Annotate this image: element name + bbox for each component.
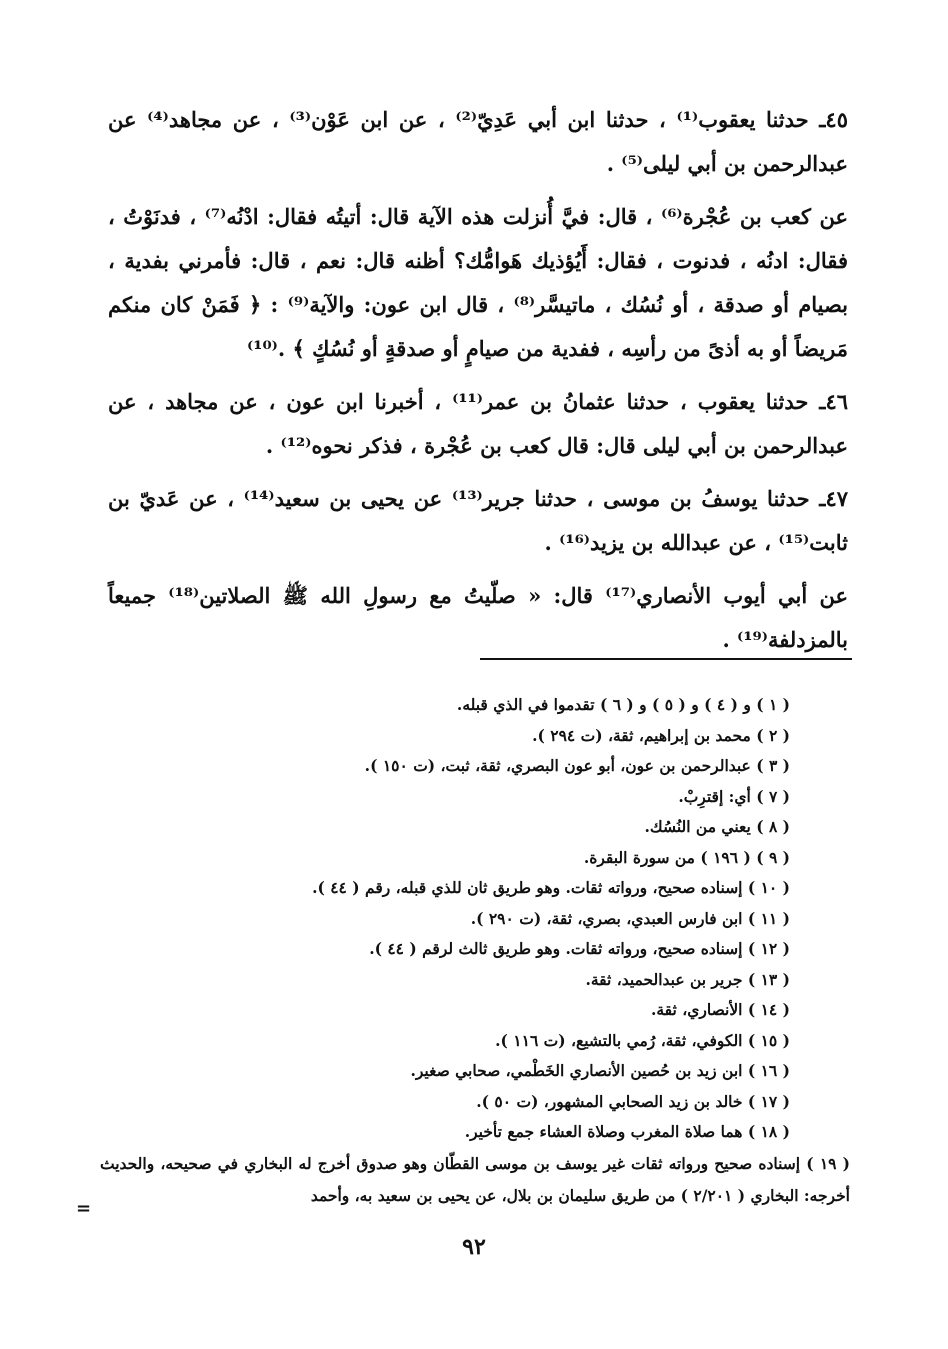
footnote: ( ١١ ) ابن فارس العبدي، بصري، ثقة، (ت ٢٩٠ ).	[470, 908, 790, 928]
main-text	[108, 98, 848, 671]
hadith-47: ٤٧ـ حدثنا يوسفُ بن موسى ، حدثنا جرير⁽¹³⁾ عن يحيى بن سعيد⁽¹⁴⁾ ، عن عَديّ بن ثابت⁽¹⁵⁾ ، عن عبدالله بن يزيد⁽¹⁶⁾ .	[108, 486, 848, 555]
footnote: ( ١٣ ) جرير بن عبدالحميد، ثقة.	[585, 969, 790, 989]
hadith-46: ٤٦ـ حدثنا يعقوب ، حدثنا عثمانُ بن عمر⁽¹¹⁾ ، أخبرنا ابن عون ، عن مجاهد ، عن عبدالرحمن بن أبي ليلى قال: قال كعب بن عُجْرة ، فذكر نحوه⁽¹²⁾ .	[108, 389, 848, 458]
footnote: ( ٩ ) ( ١٩٦ ) من سورة البقرة.	[583, 847, 790, 867]
footnote: ( ١٨ ) هما صلاة المغرب وصلاة العشاء جمع تأخير.	[464, 1122, 790, 1141]
hadith-47-matn: عن أبي أيوب الأنصاري⁽¹⁷⁾ قال: « صلّيتُ مع رسولِ الله ﷺ الصلاتين⁽¹⁸⁾ جميعاً بالمزدلفة⁽¹⁹⁾ .	[108, 583, 848, 652]
footnote: ( ١٤ ) الأنصاري، ثقة.	[650, 1000, 790, 1019]
footnote: ( ١٧ ) خالد بن زيد الصحابي المشهور، (ت ٥٠ ).	[476, 1091, 790, 1111]
continuation-mark: =	[76, 1198, 92, 1219]
hadith-45: ٤٥ـ حدثنا يعقوب⁽¹⁾ ، حدثنا ابن أبي عَدِيّ⁽²⁾ ، عن ابن عَوْن⁽³⁾ ، عن مجاهد⁽⁴⁾ عن عبدالرحمن بن أبي ليلى⁽⁵⁾ .	[108, 107, 848, 176]
footnote: ( ١٥ ) الكوفي، ثقة، رُمي بالتشيع، (ت ١١٦ ).	[495, 1030, 790, 1050]
footnote: ( ١٢ ) إسناده صحيح، ورواته ثقات. وهو طريق ثالث لرقم ( ٤٤ ).	[369, 939, 790, 958]
footnote: ( ٣ ) عبدالرحمن بن عون، أبو عون البصري، ثقة، ثبت، (ت ١٥٠ ).	[364, 756, 790, 775]
footnotes	[100, 690, 850, 1212]
footnote: ( ١ ) و ( ٤ ) و ( ٥ ) و ( ٦ ) تقدموا في الذي قبله.	[456, 695, 790, 714]
footnote: ( ١٦ ) ابن زيد بن حُصين الأنصاري الخَطْمي، صحابي صغير.	[410, 1061, 790, 1080]
hadith-45-matn: عن كعب بن عُجْرة⁽⁶⁾ ، قال: فيَّ أُنزلت هذه الآية قال: أتيتُه فقال: ادْنُه⁽⁷⁾ ، فدنَوْتُ ، فقال: ادنُه ، فدنوت ، فقال: أَيُؤذيك هَوامُّك؟ أظنه قال: نعم ، قال: فأمرني بفدية ، بصيام أو صدقة ، أو نُسُك ، ماتيسَّر⁽⁸⁾ ، قال ابن عون: والآية⁽⁹⁾ : ﴿ فَمَنْ كان منكم مَريضاً أو به أذىً من رأسِه ، ففدية من صيامٍ أو صدقةٍ أو نُسُكٍ ﴾ .⁽¹⁰⁾	[108, 204, 849, 361]
footnote: ( ٧ ) أي: إقترِبْ.	[678, 786, 790, 806]
footnote: ( ١٠ ) إسناده صحيح، ورواته ثقات. وهو طريق ثان للذي قبله، رقم ( ٤٤ ).	[312, 878, 790, 897]
footnote: ( ١٩ ) إسناده صحيح ورواته ثقات غير يوسف بن موسى القطّان وهو صدوق أخرج له البخاري في صحيحه، والحديث أخرجه: البخاري ( ٢/٢٠١ ) من طريق سليمان بن بلال، عن يحيى بن سعيد به، وأحمد	[100, 1153, 851, 1205]
footnote: ( ٨ ) يعني من النُسُك.	[644, 817, 790, 836]
footnote: ( ٢ ) محمد بن إبراهيم، ثقة، (ت ٢٩٤ ).	[532, 725, 790, 745]
footnote-separator	[480, 658, 852, 660]
page-number: ٩٢	[462, 1234, 486, 1260]
